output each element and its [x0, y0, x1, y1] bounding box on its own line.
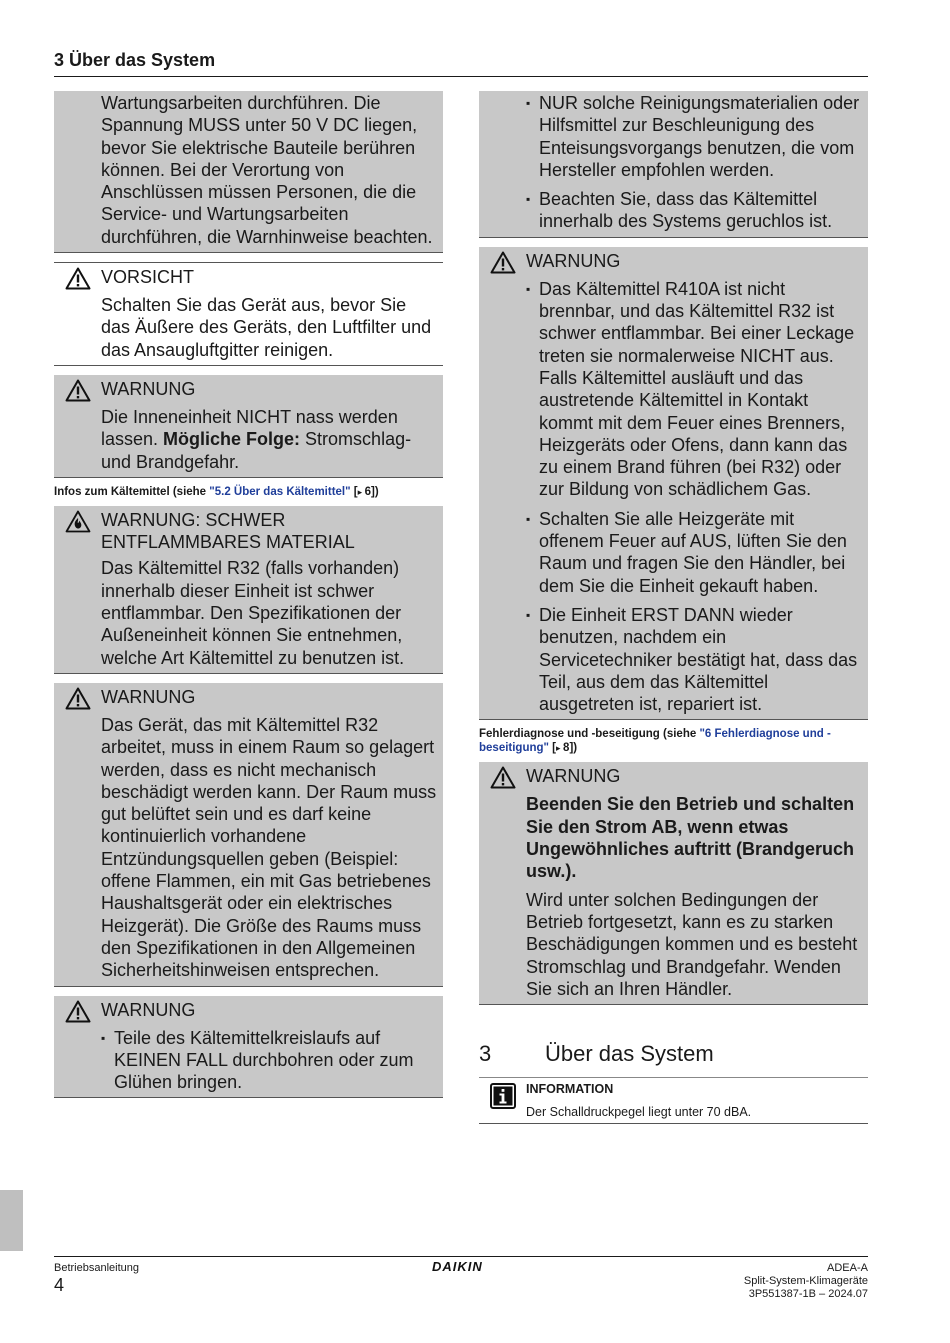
box-title: WARNUNG: SCHWER ENTFLAMMBARES MATERIAL [101, 509, 355, 553]
reference-caption: Fehlerdiagnose und -beseitigung (siehe "6 Fehlerdiagnose und -beseitigung" [▸ 8]) [479, 728, 831, 755]
warning-triangle-icon [490, 766, 516, 789]
box-text: Das Kältemittel R32 (falls vorhanden) innerhalb dieser Einheit ist schwer entflammbar. Den Spezifikationen der Außeneinheit können Sie entnehmen, welche Art Kältemittel zu benutzen ist. [101, 558, 405, 668]
info-title: INFORMATION [526, 1082, 614, 1097]
list-item: ▪ Beachten Sie, dass das Kältemittel innerhalb des Systems geruchlos ist. [526, 188, 862, 233]
box-title: WARNUNG [101, 686, 196, 707]
warning-box [54, 683, 443, 987]
info-text: Der Schalldruckpegel liegt unter 70 dBA. [526, 1105, 752, 1120]
box-title: WARNUNG [526, 766, 621, 787]
section-number: 3 [479, 1041, 492, 1067]
right-column [479, 91, 868, 1124]
header-rule [54, 76, 868, 77]
box-text: Das Gerät, das mit Kältemittel R32 arbeitet, muss in einem Raum so gelagert werden, dass es nicht mechanisch beschädigt werden kann. Der Raum muss gut belüftet sein und es darf keine kontinuierlich vorhandene Entzündungsquellen geben (Beispiel: offene Flammen, ein mit Gas betriebenes Haushaltsgerät oder ein elektrisches Heizgerät). Die Größe des Raums muss den Spezifikationen in den Allgemeinen Sicherheitshinweisen entsprechen. [101, 714, 437, 981]
warning-triangle-icon [65, 267, 91, 290]
page-number: 4 [54, 1275, 65, 1295]
chapter-tab [0, 1190, 23, 1251]
page-reference-arrow-icon: ▸ [556, 743, 564, 754]
warning-box-continued [54, 91, 443, 253]
footer-doc-type: Betriebsanleitung [54, 1262, 140, 1274]
information-box [479, 1078, 868, 1124]
list-item: ▪ Teile des Kältemittelkreislaufs auf KEINEN FALL durchbohren oder zum Glühen bringen. [101, 1027, 437, 1094]
warning-box [479, 247, 868, 721]
footer-product: Split-System-Klimageräte [743, 1275, 868, 1287]
reference-link[interactable]: "6 Fehlerdiagnose und -beseitigung" [479, 728, 831, 755]
warning-text: Wartungsarbeiten durchführen. Die Spannung MUSS unter 50 V DC liegen, bevor Sie elektrische Bauteile berühren können. Bei der Verortung von Anschlüssen müssen Personen, die die Service- und Wartungsarbeiten durchführen, die Warnhinweise beachten. [101, 93, 433, 247]
section-heading [479, 1041, 868, 1078]
box-title: VORSICHT [101, 267, 195, 288]
list-item: ▪ Schalten Sie alle Heizgeräte mit offenem Feuer auf AUS, lüften Sie den Raum und fragen Sie den Händler, bei dem Sie die Einheit gekauft haben. [526, 508, 862, 597]
box-text: Schalten Sie das Gerät aus, bevor Sie das Äußere des Geräts, den Luftfilter und das Ansaugluftgitter reinigen. [101, 295, 432, 360]
caution-box [54, 262, 443, 366]
bullet-list [526, 92, 862, 233]
warning-triangle-icon [65, 379, 91, 402]
footer-model: ADEA-A [827, 1262, 868, 1274]
box-text: Wird unter solchen Bedingungen der Betrieb fortgesetzt, kann es zu starken Beschädigungen kommen und es besteht Stromschlag und Brandgefahr. Wenden Sie sich an Ihren Händler. [526, 889, 858, 999]
warning-triangle-icon [65, 1000, 91, 1023]
warning-box [54, 375, 443, 478]
bullet-list [526, 278, 862, 716]
list-item: ▪ Die Einheit ERST DANN wieder benutzen, nachdem ein Servicetechniker bestätigt hat, dass das Teil, aus dem das Kältemittel ausgetreten ist, repariert ist. [526, 604, 862, 715]
warning-box [54, 996, 443, 1099]
warning-triangle-icon [490, 251, 516, 274]
warning-box [479, 762, 868, 1005]
section-title: Über das System [545, 1041, 714, 1067]
box-title: WARNUNG [526, 250, 621, 271]
footer-rule [54, 1256, 868, 1257]
page-reference-arrow-icon: ▸ [357, 486, 365, 497]
reference-caption: Infos zum Kältemittel (siehe "5.2 Über das Kältemittel" [▸ 6]) [54, 485, 379, 498]
warning-triangle-icon [65, 687, 91, 710]
info-icon [490, 1083, 516, 1109]
box-title: WARNUNG [101, 999, 196, 1020]
list-item: ▪ Das Kältemittel R410A ist nicht brennbar, und das Kältemittel R32 ist schwer entflammbar. Bei einer Leckage treten sie normalerweise NICHT aus. Falls Kältemittel ausläuft und das austretende Kältemittel in Kontakt kommt mit dem Feuer eines Brenners, Heizgeräts oder Ofens, dann kann das zu einem Brand führen (bei R32) oder zur Bildung von schädlichem Gas. [526, 278, 862, 501]
warning-box-continued [479, 91, 868, 238]
footer-meta [744, 1262, 868, 1301]
list-item: ▪ NUR solche Reinigungsmaterialien oder Hilfsmittel zur Beschleunigung des Enteisungsvorgangs benutzen, die vom Hersteller empfohlen werden. [526, 92, 862, 181]
daikin-logo: DAIKIN [432, 1259, 483, 1274]
reference-link[interactable]: "5.2 Über das Kältemittel" [209, 485, 351, 498]
box-bold-text: Beenden Sie den Betrieb und schalten Sie den Strom AB, wenn etwas Ungewöhnliches auftritt (Brandgeruch usw.). [526, 794, 855, 882]
flammable-warning-icon [65, 510, 91, 533]
flammable-warning-box [54, 506, 443, 674]
bold-phrase: Mögliche Folge: [163, 429, 301, 450]
box-title: WARNUNG [101, 378, 196, 399]
page-title: 3 Über das System [54, 50, 216, 70]
box-text: Die Inneneinheit NICHT nass werden lassen. Mögliche Folge: Stromschlag- und Brandgefahr. [101, 406, 412, 472]
footer-docnum: 3P551387-1B – 2024.07 [748, 1288, 868, 1300]
left-column [54, 91, 443, 1098]
bullet-list [101, 1027, 437, 1094]
